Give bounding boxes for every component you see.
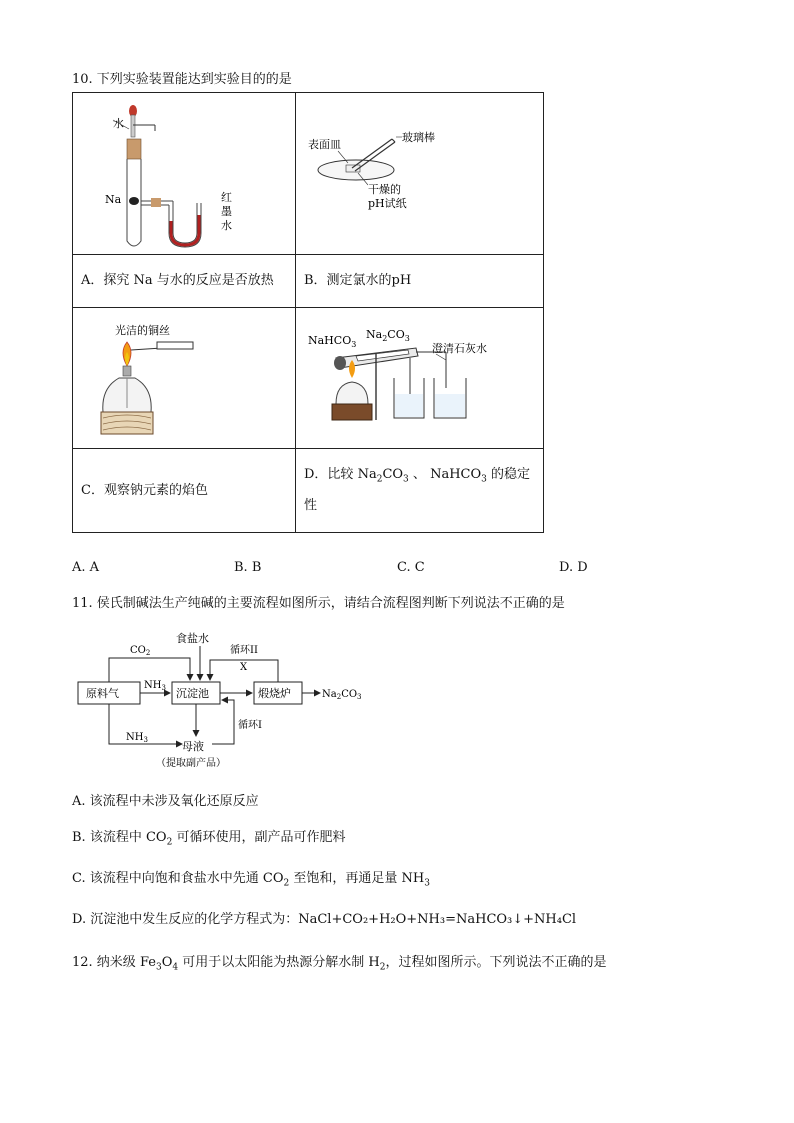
- q11-stem: 11. 侯氏制碱法生产纯碱的主要流程如图所示，请结合流程图判断下列说法不正确的是: [72, 596, 565, 611]
- apparatus-a-cell: [73, 93, 296, 255]
- label-dish: 表面皿: [308, 138, 341, 151]
- label-lime: 澄清石灰水: [432, 342, 487, 355]
- apparatus-a-figure: [73, 93, 296, 250]
- label-na2co3: $Na_2CO_3$: [366, 328, 410, 343]
- nh3-label-top: $NH_3$: [144, 680, 166, 692]
- caption-a: A．探究 Na 与水的反应是否放热: [81, 273, 274, 288]
- label-red3: 水: [221, 219, 232, 232]
- caption-d-cell: [296, 449, 544, 533]
- apparatus-d-cell: [296, 308, 544, 449]
- brine-label: 食盐水: [176, 632, 209, 645]
- caption-d: D．比较 $Na_2CO_3$ 、 NaHCO$_3$ 的稳定 性: [304, 467, 531, 513]
- co2-label: $CO_2$: [130, 645, 151, 657]
- cycle2-label: 循环II: [230, 645, 258, 656]
- label-paper1: 干燥的: [368, 183, 401, 196]
- q11-flow-diagram: [72, 628, 382, 773]
- q11-option-a[interactable]: A. 该流程中未涉及氧化还原反应: [72, 794, 259, 809]
- apparatus-b-figure: [296, 93, 544, 250]
- caption-c: C．观察钠元素的焰色: [81, 482, 208, 498]
- product-label: $Na_2CO_3$: [322, 689, 362, 701]
- nh3-label-bottom: $NH_3$: [126, 732, 148, 744]
- label-wire: 光洁的铜丝: [115, 324, 170, 337]
- q11-option-b[interactable]: B. 该流程中 $CO_2$ 可循环使用，副产品可作肥料: [72, 830, 346, 848]
- mother-liquor-label: 母液: [182, 740, 204, 753]
- label-red1: 红: [221, 191, 232, 204]
- caption-b: B．测定氯水的pH: [304, 273, 412, 288]
- apparatus-c-cell: [73, 308, 296, 449]
- label-rod: 玻璃棒: [402, 131, 435, 144]
- furnace-label: 煅烧炉: [258, 687, 291, 700]
- apparatus-b-cell: [296, 93, 544, 255]
- q12-stem: 12. 纳米级 $Fe_3O_4$ 可用于以太阳能为热源分解水制 $H_2$，过程如图所示。下列说法不正确的是: [72, 955, 607, 973]
- cycle1-label: 循环I: [238, 720, 262, 731]
- label-red2: 墨: [221, 205, 232, 218]
- q10-option-b[interactable]: B. B: [234, 560, 262, 575]
- caption-c-cell: [73, 449, 296, 533]
- label-na: Na: [105, 193, 122, 206]
- mother-liquor-sub: （提取副产品）: [156, 758, 226, 769]
- label-water: 水: [113, 117, 124, 130]
- caption-b-cell: [296, 255, 544, 308]
- q10-option-a[interactable]: A. A: [72, 560, 100, 575]
- q10-stem: 10. 下列实验装置能达到实验目的的是: [72, 72, 292, 87]
- caption-a-cell: [73, 255, 296, 308]
- q10-option-c[interactable]: C. C: [397, 560, 425, 575]
- experiment-table: [72, 92, 544, 533]
- label-nahco3: NaHCO$_3$: [308, 334, 357, 349]
- x-label: X: [240, 662, 248, 673]
- q11-option-c[interactable]: C. 该流程中向饱和食盐水中先通 $CO_2$ 至饱和，再通足量 $NH_3$: [72, 871, 430, 889]
- apparatus-d-figure: [296, 308, 544, 444]
- label-paper2: pH试纸: [368, 197, 407, 210]
- apparatus-c-figure: [73, 308, 296, 444]
- q10-option-d[interactable]: D. D: [559, 560, 588, 575]
- precip-pool-label: 沉淀池: [176, 687, 209, 700]
- q10-options: [72, 560, 592, 578]
- q11-option-d[interactable]: D. 沉淀池中发生反应的化学方程式为：NaCl+CO₂+H₂O+NH₃=NaHCO₃↓+NH₄Cl: [72, 912, 577, 927]
- raw-gas-label: 原料气: [86, 687, 119, 700]
